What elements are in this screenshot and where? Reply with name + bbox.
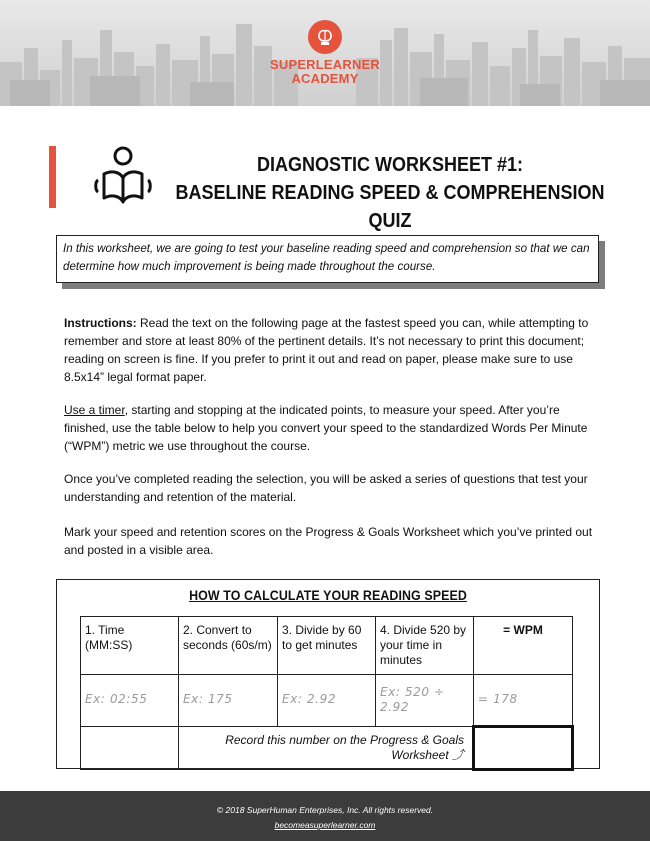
use-timer-text: Use a timer [64, 403, 125, 417]
brain-logo-icon [308, 20, 342, 54]
record-empty-cell [81, 727, 179, 770]
calculation-box [56, 579, 600, 769]
example-seconds[interactable]: Ex: 175 [179, 675, 278, 727]
wpm-result-box[interactable] [474, 727, 573, 770]
intro-box: In this worksheet, we are going to test your baseline reading speed and comprehension so that we can determine how much improvement is being made throughout the course. [56, 235, 599, 283]
page-title-line1: DIAGNOSTIC WORKSHEET #1: [256, 154, 524, 176]
header-time: 1. Time (MM:SS) [81, 617, 179, 675]
record-note: Record this number on the Progress & Goals Worksheet ⤴ [179, 727, 474, 770]
calculation-title: HOW TO CALCULATE YOUR READING SPEED [189, 588, 467, 603]
example-minutes[interactable]: Ex: 2.92 [278, 675, 376, 727]
calculation-table [80, 616, 574, 771]
header-banner [0, 0, 650, 106]
questions-paragraph: Once you’ve completed reading the selection, you will be asked a series of questions that test your understanding and retention of the material. [64, 472, 588, 504]
example-time[interactable]: Ex: 02:55 [81, 675, 179, 727]
table-header-row [81, 617, 573, 675]
logo-text-line2: ACADEMY [291, 71, 359, 86]
logo-text-line1: SUPERLEARNER [269, 57, 381, 72]
header-seconds: 2. Convert to seconds (60s/m) [179, 617, 278, 675]
table-record-row [81, 727, 573, 770]
page-title-line2: BASELINE READING SPEED & COMPREHENSION QUIZ [175, 182, 605, 232]
table-example-row [81, 675, 573, 727]
scores-paragraph: Mark your speed and retention scores on the Progress & Goals Worksheet which you’ve printed out and posted in a visible area. [64, 525, 593, 557]
instructions-paragraph [64, 314, 594, 386]
footer-website-link[interactable]: becomeasuperlearner.com [274, 820, 376, 830]
footer-copyright: © 2018 SuperHuman Enterprises, Inc. All rights reserved. [216, 805, 434, 815]
reader-icon [92, 144, 154, 206]
example-wpm[interactable]: = 178 [474, 675, 573, 727]
header-divide: 4. Divide 520 by your time in minutes [376, 617, 474, 675]
example-divide[interactable]: Ex: 520 ÷ 2.92 [376, 675, 474, 727]
instructions-label: Instructions: [64, 316, 137, 330]
footer [0, 791, 650, 841]
header-minutes: 3. Divide by 60 to get minutes [278, 617, 376, 675]
timer-text: , starting and stopping at the indicated points, to measure your speed. After you’re finished, use the table below to help you convert your speed to the standardized Words Per Minute (“WPM”) metric we use throughout the course. [64, 403, 588, 453]
header-wpm: = WPM [474, 617, 573, 675]
instructions-text: Read the text on the following page at the fastest speed you can, while attempting to remember and store at least 80% of the pertinent details. It’s not necessary to print this document; reading on screen is fine. If you prefer to print it out and read on paper, please make sure to use 8.5x14” legal format paper. [64, 316, 589, 384]
timer-paragraph [64, 401, 594, 455]
title-accent-bar [49, 146, 56, 208]
